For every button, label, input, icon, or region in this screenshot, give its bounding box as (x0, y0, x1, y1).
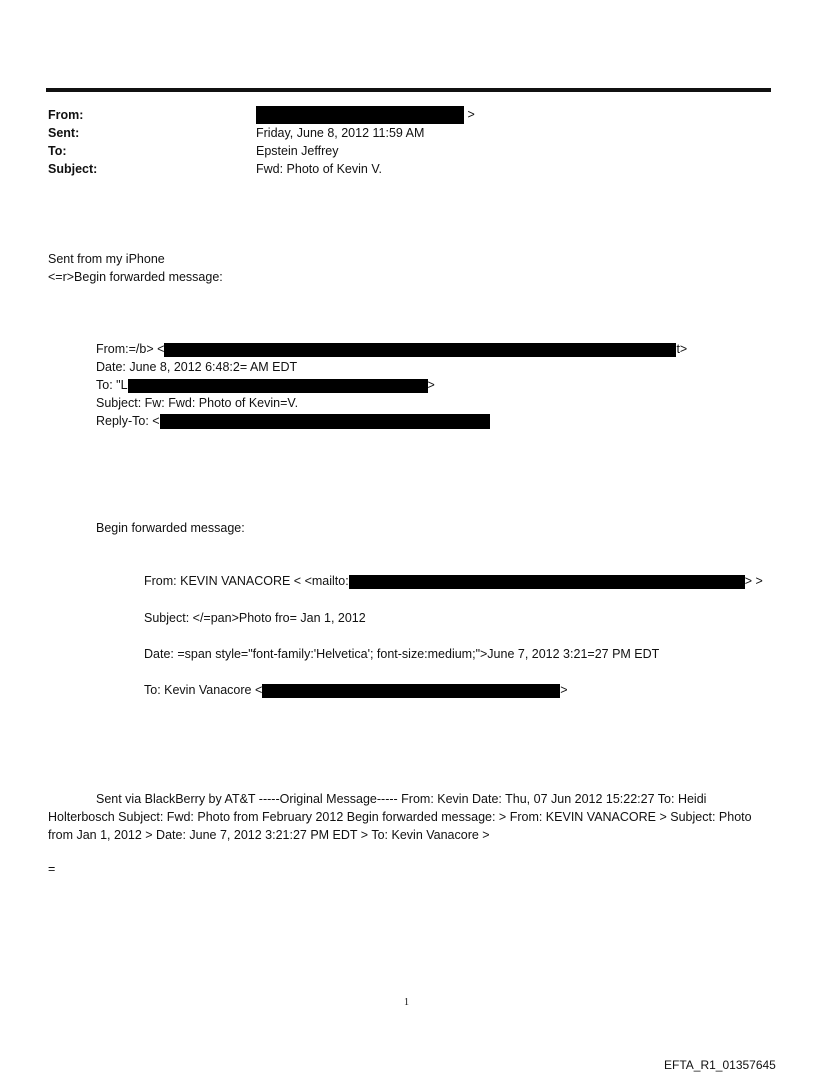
redaction-box (262, 684, 560, 698)
begin-forwarded-1: <=r>Begin forwarded message: (48, 270, 223, 284)
fwd2-from (144, 574, 763, 589)
fwd1-to (96, 378, 435, 393)
sent-value: Friday, June 8, 2012 11:59 AM (256, 126, 425, 140)
header-rule (46, 88, 771, 92)
fwd2-to (144, 683, 568, 698)
fwd1-from-suffix: t> (676, 342, 688, 356)
fwd2-from-prefix: From: KEVIN VANACORE < <mailto: (144, 574, 349, 588)
fwd2-date: Date: =span style="font-family:'Helvetica'; font-size:medium;">June 7, 2012 3:21=27 PM EDT (144, 647, 660, 661)
fwd1-to-suffix: > (427, 378, 435, 392)
fwd2-to-prefix: To: Kevin Vanacore < (144, 683, 263, 697)
to-label: To: (48, 144, 67, 158)
equals-sign: = (48, 862, 56, 876)
fwd1-to-prefix: To: "L (96, 378, 128, 392)
fwd1-from (96, 342, 687, 357)
blackberry-paragraph: Sent via BlackBerry by AT&T -----Original Message----- From: Kevin Date: Thu, 07 Jun 2012 15:22:27 To: Heidi Holterbosch Subject: Fwd: Photo from February 2012 Begin forwarded message: > From: KEVIN VANACORE > Subject: Photo from Jan 1, 2012 > Date: June 7, 2012 3:21:27 PM EDT > To: Kevin Vanacore > (48, 792, 752, 842)
fwd2-from-suffix: > > (744, 574, 763, 588)
fwd2-subject: Subject: </=pan>Photo fro= Jan 1, 2012 (144, 611, 366, 625)
redaction-box (349, 575, 745, 589)
fwd1-replyto-prefix: Reply-To: < (96, 414, 160, 428)
from-label: From: (48, 108, 84, 122)
redaction-box (128, 379, 428, 393)
fwd1-date: Date: June 8, 2012 6:48:2= AM EDT (96, 360, 298, 374)
sent-from-iphone: Sent from my iPhone (48, 252, 165, 266)
subject-value: Fwd: Photo of Kevin V. (256, 162, 383, 176)
document-id: EFTA_R1_01357645 (664, 1058, 776, 1072)
begin-forwarded-2: Begin forwarded message: (96, 521, 245, 535)
page-number: 1 (404, 997, 409, 1008)
to-value: Epstein Jeffrey (256, 144, 339, 158)
fwd2-to-suffix: > (560, 683, 568, 697)
redaction-box (256, 106, 464, 124)
redaction-box (164, 343, 676, 357)
fwd1-from-prefix: From:=/b> < (96, 342, 165, 356)
sent-label: Sent: (48, 126, 80, 140)
from-suffix: > (467, 107, 475, 122)
fwd1-replyto (96, 414, 490, 429)
fwd1-subject: Subject: Fw: Fwd: Photo of Kevin=V. (96, 396, 299, 410)
from-value (256, 106, 475, 124)
subject-label: Subject: (48, 162, 98, 176)
redaction-box (160, 414, 490, 429)
